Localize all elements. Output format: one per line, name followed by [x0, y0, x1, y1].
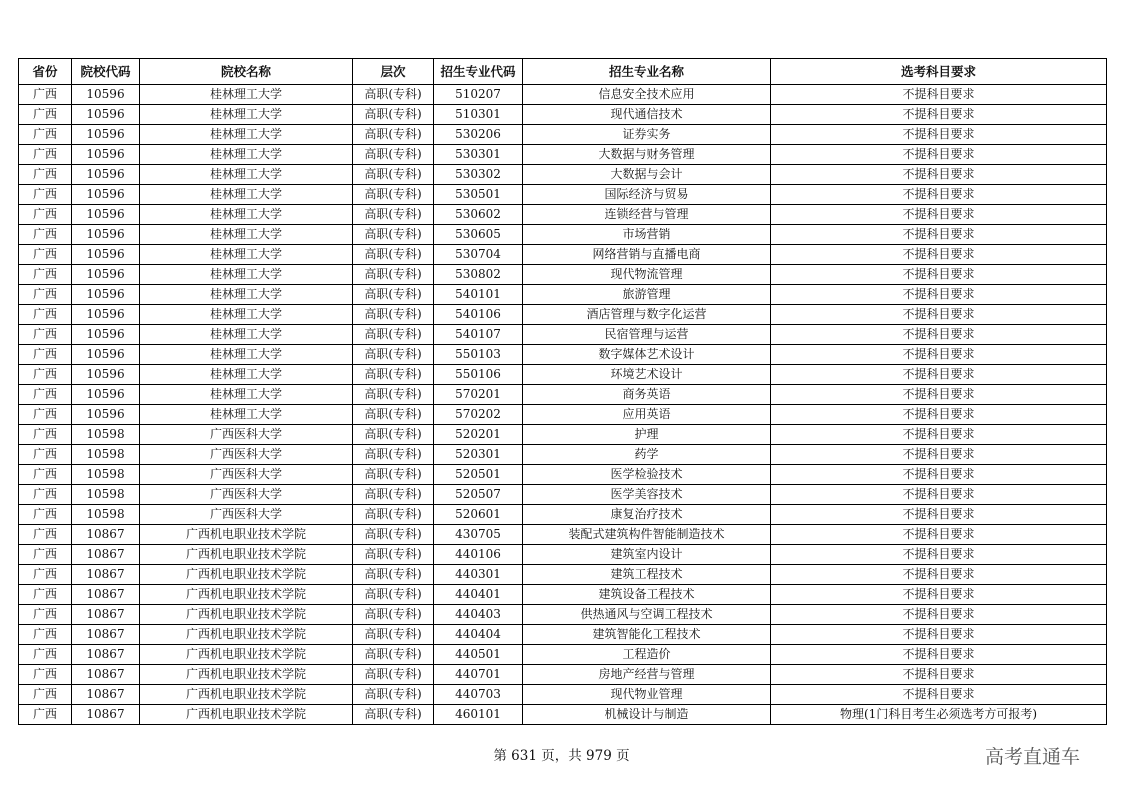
cell-province: 广西 [19, 265, 72, 285]
cell-major-code: 510301 [434, 105, 523, 125]
cell-school-code: 10867 [72, 625, 140, 645]
cell-province: 广西 [19, 545, 72, 565]
table-row [19, 385, 1107, 405]
cell-major-name: 房地产经营与管理 [523, 665, 771, 685]
cell-school-code: 10596 [72, 325, 140, 345]
cell-major-code: 530206 [434, 125, 523, 145]
cell-major-code: 540107 [434, 325, 523, 345]
cell-province: 广西 [19, 565, 72, 585]
cell-subject-requirement: 不提科目要求 [771, 105, 1107, 125]
cell-province: 广西 [19, 665, 72, 685]
header-school-name: 院校名称 [140, 59, 353, 85]
cell-school-code: 10867 [72, 605, 140, 625]
cell-subject-requirement: 不提科目要求 [771, 245, 1107, 265]
cell-school-code: 10596 [72, 85, 140, 105]
cell-level: 高职(专科) [353, 225, 434, 245]
cell-school-code: 10596 [72, 105, 140, 125]
cell-major-name: 护理 [523, 425, 771, 445]
cell-school-name: 广西机电职业技术学院 [140, 605, 353, 625]
table-row [19, 165, 1107, 185]
cell-major-code: 460101 [434, 705, 523, 725]
cell-school-code: 10867 [72, 705, 140, 725]
cell-school-name: 桂林理工大学 [140, 305, 353, 325]
cell-school-name: 桂林理工大学 [140, 205, 353, 225]
cell-school-name: 广西机电职业技术学院 [140, 705, 353, 725]
cell-major-code: 530302 [434, 165, 523, 185]
cell-level: 高职(专科) [353, 145, 434, 165]
cell-school-code: 10596 [72, 405, 140, 425]
cell-major-code: 440403 [434, 605, 523, 625]
table-row [19, 225, 1107, 245]
cell-major-code: 530802 [434, 265, 523, 285]
cell-level: 高职(专科) [353, 325, 434, 345]
cell-province: 广西 [19, 325, 72, 345]
cell-subject-requirement: 不提科目要求 [771, 185, 1107, 205]
cell-province: 广西 [19, 365, 72, 385]
cell-major-code: 440701 [434, 665, 523, 685]
cell-school-code: 10596 [72, 225, 140, 245]
cell-major-name: 医学美容技术 [523, 485, 771, 505]
cell-school-name: 广西医科大学 [140, 465, 353, 485]
page-number: 第 631 页，共 979 页 [493, 748, 630, 764]
cell-subject-requirement: 不提科目要求 [771, 525, 1107, 545]
cell-province: 广西 [19, 345, 72, 365]
cell-school-code: 10867 [72, 645, 140, 665]
cell-level: 高职(专科) [353, 525, 434, 545]
cell-major-name: 酒店管理与数字化运营 [523, 305, 771, 325]
cell-level: 高职(专科) [353, 125, 434, 145]
cell-major-code: 530602 [434, 205, 523, 225]
table-row [19, 465, 1107, 485]
cell-subject-requirement: 不提科目要求 [771, 685, 1107, 705]
cell-province: 广西 [19, 705, 72, 725]
cell-school-code: 10867 [72, 545, 140, 565]
cell-school-name: 桂林理工大学 [140, 85, 353, 105]
cell-province: 广西 [19, 385, 72, 405]
cell-subject-requirement: 不提科目要求 [771, 425, 1107, 445]
cell-school-name: 桂林理工大学 [140, 125, 353, 145]
cell-school-code: 10867 [72, 665, 140, 685]
cell-subject-requirement: 不提科目要求 [771, 325, 1107, 345]
cell-school-code: 10596 [72, 385, 140, 405]
cell-school-name: 广西机电职业技术学院 [140, 525, 353, 545]
cell-major-name: 机械设计与制造 [523, 705, 771, 725]
cell-school-code: 10596 [72, 365, 140, 385]
cell-province: 广西 [19, 585, 72, 605]
header-major-code: 招生专业代码 [434, 59, 523, 85]
cell-major-name: 连锁经营与管理 [523, 205, 771, 225]
cell-major-name: 装配式建筑构件智能制造技术 [523, 525, 771, 545]
cell-major-name: 大数据与财务管理 [523, 145, 771, 165]
cell-province: 广西 [19, 125, 72, 145]
table-header-row [19, 59, 1107, 85]
cell-major-code: 540101 [434, 285, 523, 305]
cell-subject-requirement: 不提科目要求 [771, 305, 1107, 325]
cell-level: 高职(专科) [353, 105, 434, 125]
cell-major-name: 市场营销 [523, 225, 771, 245]
cell-major-name: 网络营销与直播电商 [523, 245, 771, 265]
cell-major-code: 530501 [434, 185, 523, 205]
cell-level: 高职(专科) [353, 405, 434, 425]
cell-school-code: 10596 [72, 125, 140, 145]
cell-province: 广西 [19, 165, 72, 185]
table-row [19, 205, 1107, 225]
cell-subject-requirement: 不提科目要求 [771, 265, 1107, 285]
cell-major-name: 应用英语 [523, 405, 771, 425]
cell-province: 广西 [19, 225, 72, 245]
cell-subject-requirement: 不提科目要求 [771, 405, 1107, 425]
cell-level: 高职(专科) [353, 245, 434, 265]
cell-level: 高职(专科) [353, 605, 434, 625]
cell-school-name: 广西机电职业技术学院 [140, 665, 353, 685]
cell-level: 高职(专科) [353, 665, 434, 685]
cell-major-code: 440301 [434, 565, 523, 585]
cell-subject-requirement: 不提科目要求 [771, 145, 1107, 165]
cell-school-code: 10596 [72, 185, 140, 205]
cell-major-code: 440106 [434, 545, 523, 565]
cell-major-name: 药学 [523, 445, 771, 465]
cell-level: 高职(专科) [353, 185, 434, 205]
cell-major-name: 信息安全技术应用 [523, 85, 771, 105]
cell-province: 广西 [19, 105, 72, 125]
cell-major-code: 570201 [434, 385, 523, 405]
table-row [19, 525, 1107, 545]
cell-level: 高职(专科) [353, 485, 434, 505]
table-row [19, 625, 1107, 645]
cell-level: 高职(专科) [353, 705, 434, 725]
table-body [19, 85, 1107, 725]
cell-province: 广西 [19, 425, 72, 445]
table-row [19, 265, 1107, 285]
cell-province: 广西 [19, 465, 72, 485]
cell-school-code: 10867 [72, 685, 140, 705]
cell-subject-requirement: 不提科目要求 [771, 565, 1107, 585]
cell-school-name: 广西机电职业技术学院 [140, 565, 353, 585]
table-row [19, 85, 1107, 105]
cell-major-code: 530704 [434, 245, 523, 265]
cell-school-name: 桂林理工大学 [140, 345, 353, 365]
cell-school-name: 桂林理工大学 [140, 385, 353, 405]
cell-subject-requirement: 不提科目要求 [771, 645, 1107, 665]
cell-subject-requirement: 不提科目要求 [771, 165, 1107, 185]
cell-school-name: 桂林理工大学 [140, 265, 353, 285]
cell-major-name: 建筑智能化工程技术 [523, 625, 771, 645]
cell-subject-requirement: 不提科目要求 [771, 485, 1107, 505]
cell-province: 广西 [19, 525, 72, 545]
cell-major-name: 建筑工程技术 [523, 565, 771, 585]
cell-major-name: 医学检验技术 [523, 465, 771, 485]
cell-subject-requirement: 物理(1门科目考生必须选考方可报考) [771, 705, 1107, 725]
cell-province: 广西 [19, 445, 72, 465]
cell-school-name: 广西机电职业技术学院 [140, 545, 353, 565]
cell-school-code: 10598 [72, 505, 140, 525]
cell-school-name: 桂林理工大学 [140, 105, 353, 125]
cell-subject-requirement: 不提科目要求 [771, 665, 1107, 685]
cell-major-name: 商务英语 [523, 385, 771, 405]
cell-major-code: 440401 [434, 585, 523, 605]
cell-major-name: 现代通信技术 [523, 105, 771, 125]
table-row [19, 325, 1107, 345]
header-major-name: 招生专业名称 [523, 59, 771, 85]
table-row [19, 105, 1107, 125]
cell-level: 高职(专科) [353, 565, 434, 585]
cell-major-name: 现代物业管理 [523, 685, 771, 705]
table-row [19, 705, 1107, 725]
cell-major-name: 建筑设备工程技术 [523, 585, 771, 605]
cell-major-code: 520507 [434, 485, 523, 505]
cell-school-code: 10867 [72, 525, 140, 545]
cell-school-name: 桂林理工大学 [140, 365, 353, 385]
cell-subject-requirement: 不提科目要求 [771, 625, 1107, 645]
cell-major-name: 康复治疗技术 [523, 505, 771, 525]
cell-major-code: 520501 [434, 465, 523, 485]
cell-subject-requirement: 不提科目要求 [771, 385, 1107, 405]
table-row [19, 665, 1107, 685]
table-row [19, 645, 1107, 665]
table-row [19, 305, 1107, 325]
cell-province: 广西 [19, 485, 72, 505]
table-row [19, 565, 1107, 585]
table-row [19, 585, 1107, 605]
cell-school-name: 广西医科大学 [140, 505, 353, 525]
cell-province: 广西 [19, 85, 72, 105]
table-row [19, 405, 1107, 425]
cell-school-code: 10596 [72, 245, 140, 265]
cell-level: 高职(专科) [353, 445, 434, 465]
cell-level: 高职(专科) [353, 305, 434, 325]
cell-level: 高职(专科) [353, 85, 434, 105]
cell-school-name: 桂林理工大学 [140, 285, 353, 305]
table-row [19, 285, 1107, 305]
cell-major-name: 供热通风与空调工程技术 [523, 605, 771, 625]
header-level: 层次 [353, 59, 434, 85]
cell-major-name: 环境艺术设计 [523, 365, 771, 385]
cell-school-code: 10598 [72, 485, 140, 505]
cell-major-name: 工程造价 [523, 645, 771, 665]
cell-major-code: 540106 [434, 305, 523, 325]
cell-province: 广西 [19, 605, 72, 625]
cell-school-code: 10596 [72, 165, 140, 185]
cell-major-code: 440501 [434, 645, 523, 665]
cell-school-code: 10867 [72, 565, 140, 585]
cell-major-code: 550106 [434, 365, 523, 385]
table-row [19, 445, 1107, 465]
cell-level: 高职(专科) [353, 585, 434, 605]
cell-major-name: 国际经济与贸易 [523, 185, 771, 205]
table-row [19, 345, 1107, 365]
cell-subject-requirement: 不提科目要求 [771, 365, 1107, 385]
cell-level: 高职(专科) [353, 645, 434, 665]
cell-level: 高职(专科) [353, 685, 434, 705]
cell-subject-requirement: 不提科目要求 [771, 285, 1107, 305]
cell-school-code: 10596 [72, 205, 140, 225]
cell-school-name: 广西机电职业技术学院 [140, 645, 353, 665]
cell-school-code: 10598 [72, 425, 140, 445]
cell-school-name: 广西医科大学 [140, 445, 353, 465]
cell-school-name: 广西机电职业技术学院 [140, 685, 353, 705]
cell-level: 高职(专科) [353, 365, 434, 385]
cell-school-code: 10596 [72, 345, 140, 365]
cell-major-code: 520201 [434, 425, 523, 445]
cell-province: 广西 [19, 625, 72, 645]
header-subject-requirement: 选考科目要求 [771, 59, 1107, 85]
cell-major-code: 510207 [434, 85, 523, 105]
cell-subject-requirement: 不提科目要求 [771, 505, 1107, 525]
table-row [19, 545, 1107, 565]
cell-major-code: 440404 [434, 625, 523, 645]
cell-major-name: 证券实务 [523, 125, 771, 145]
cell-major-code: 530605 [434, 225, 523, 245]
cell-major-name: 建筑室内设计 [523, 545, 771, 565]
cell-level: 高职(专科) [353, 505, 434, 525]
cell-school-code: 10596 [72, 265, 140, 285]
cell-province: 广西 [19, 145, 72, 165]
cell-subject-requirement: 不提科目要求 [771, 465, 1107, 485]
table-row [19, 685, 1107, 705]
cell-subject-requirement: 不提科目要求 [771, 545, 1107, 565]
cell-level: 高职(专科) [353, 165, 434, 185]
cell-province: 广西 [19, 245, 72, 265]
cell-subject-requirement: 不提科目要求 [771, 85, 1107, 105]
cell-school-name: 桂林理工大学 [140, 325, 353, 345]
table-row [19, 245, 1107, 265]
cell-school-name: 桂林理工大学 [140, 185, 353, 205]
cell-level: 高职(专科) [353, 625, 434, 645]
table-row [19, 425, 1107, 445]
cell-province: 广西 [19, 685, 72, 705]
cell-level: 高职(专科) [353, 285, 434, 305]
cell-subject-requirement: 不提科目要求 [771, 345, 1107, 365]
watermark-logo-text: 高考直通车 [985, 746, 1081, 768]
cell-province: 广西 [19, 645, 72, 665]
cell-school-code: 10596 [72, 285, 140, 305]
cell-subject-requirement: 不提科目要求 [771, 205, 1107, 225]
cell-major-name: 大数据与会计 [523, 165, 771, 185]
table-row [19, 485, 1107, 505]
cell-major-code: 520301 [434, 445, 523, 465]
cell-subject-requirement: 不提科目要求 [771, 225, 1107, 245]
cell-level: 高职(专科) [353, 265, 434, 285]
cell-school-name: 广西医科大学 [140, 485, 353, 505]
cell-major-code: 520601 [434, 505, 523, 525]
cell-province: 广西 [19, 205, 72, 225]
cell-subject-requirement: 不提科目要求 [771, 125, 1107, 145]
cell-school-name: 广西机电职业技术学院 [140, 625, 353, 645]
cell-level: 高职(专科) [353, 425, 434, 445]
cell-school-name: 桂林理工大学 [140, 245, 353, 265]
cell-province: 广西 [19, 405, 72, 425]
table-row [19, 505, 1107, 525]
cell-school-code: 10596 [72, 305, 140, 325]
cell-school-code: 10598 [72, 465, 140, 485]
table-row [19, 125, 1107, 145]
cell-level: 高职(专科) [353, 465, 434, 485]
cell-province: 广西 [19, 285, 72, 305]
cell-major-code: 550103 [434, 345, 523, 365]
cell-level: 高职(专科) [353, 205, 434, 225]
cell-province: 广西 [19, 305, 72, 325]
cell-level: 高职(专科) [353, 385, 434, 405]
cell-school-code: 10598 [72, 445, 140, 465]
cell-school-name: 桂林理工大学 [140, 145, 353, 165]
admissions-table [18, 58, 1107, 725]
header-school-code: 院校代码 [72, 59, 140, 85]
cell-school-code: 10867 [72, 585, 140, 605]
cell-major-name: 数字媒体艺术设计 [523, 345, 771, 365]
cell-subject-requirement: 不提科目要求 [771, 605, 1107, 625]
cell-school-name: 桂林理工大学 [140, 405, 353, 425]
cell-subject-requirement: 不提科目要求 [771, 585, 1107, 605]
cell-major-code: 570202 [434, 405, 523, 425]
cell-province: 广西 [19, 185, 72, 205]
cell-major-code: 440703 [434, 685, 523, 705]
table-row [19, 365, 1107, 385]
table-row [19, 605, 1107, 625]
cell-school-code: 10596 [72, 145, 140, 165]
cell-major-name: 旅游管理 [523, 285, 771, 305]
cell-province: 广西 [19, 505, 72, 525]
cell-school-name: 桂林理工大学 [140, 225, 353, 245]
cell-major-name: 民宿管理与运营 [523, 325, 771, 345]
cell-school-name: 广西医科大学 [140, 425, 353, 445]
cell-major-code: 430705 [434, 525, 523, 545]
table-row [19, 185, 1107, 205]
cell-level: 高职(专科) [353, 545, 434, 565]
cell-major-name: 现代物流管理 [523, 265, 771, 285]
cell-school-name: 桂林理工大学 [140, 165, 353, 185]
cell-level: 高职(专科) [353, 345, 434, 365]
cell-school-name: 广西机电职业技术学院 [140, 585, 353, 605]
cell-subject-requirement: 不提科目要求 [771, 445, 1107, 465]
cell-major-code: 530301 [434, 145, 523, 165]
header-province: 省份 [19, 59, 72, 85]
table-row [19, 145, 1107, 165]
